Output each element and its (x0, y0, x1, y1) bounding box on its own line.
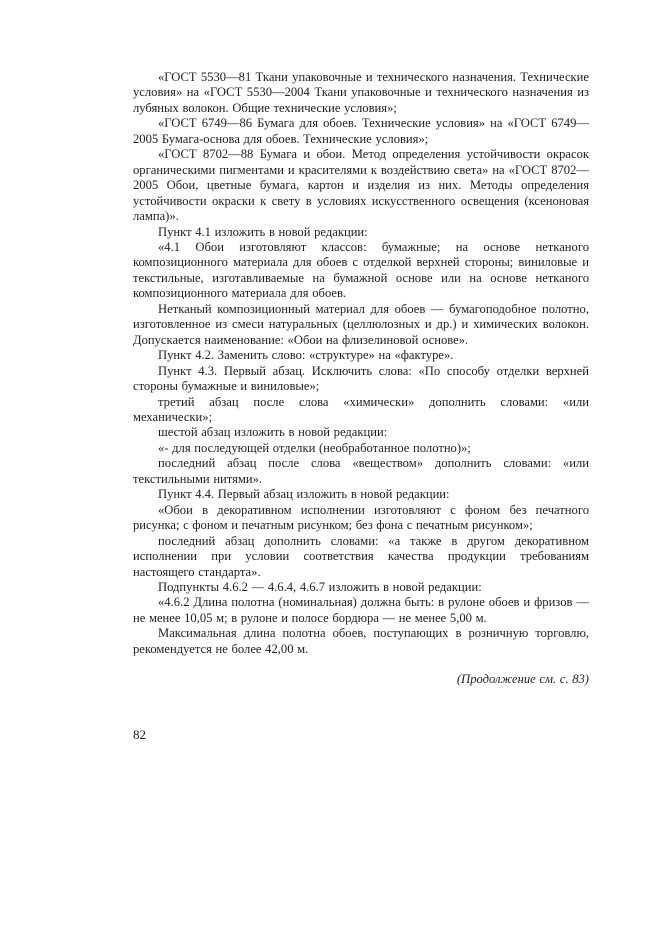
paragraph: «- для последующей отделки (необработанное полотно)»; (158, 440, 471, 455)
paragraph: Пункт 4.4. Первый абзац изложить в новой редакции: (158, 487, 450, 502)
continuation-note: (Продолжение см. с. 83) (456, 672, 589, 687)
paragraph: Пункт 4.1 изложить в новой редакции: (158, 224, 368, 239)
paragraph: третий абзац после слова «химически» дополнить словами: «или механически»; (133, 394, 589, 424)
paragraph: Подпункты 4.6.2 — 4.6.4, 4.6.7 изложить в новой редакции: (158, 579, 482, 594)
paragraph: «ГОСТ 8702—88 Бумага и обои. Метод определения устойчивости окрасок органическими пигментами и красителями к воздействию света» на «ГОСТ 8702—2005 Обои, цветные бумага, картон и изделия из них. Методы определения устойчивости окраски к свету в условиях искусственного освещения (ксеноновая лампа)». (133, 147, 589, 224)
paragraph: Нетканый композиционный материал для обоев — бумагоподобное полотно, изготовленное из смеси натуральных (целлюлозных и др.) и химических волокон. Допускается наименование: «Обои на флизелиновой основе». (133, 301, 589, 347)
paragraph: Пункт 4.2. Заменить слово: «структуре» на «фактуре». (158, 348, 454, 363)
paragraph: «4.1 Обои изготовляют классов: бумажные; на основе нетканого композиционного материала для обоев с отделкой верхней стороны; виниловые и текстильные, изготавливаемые на бумажной основе или на основе нетканого композиционного материала для обоев. (133, 239, 589, 301)
paragraph: Пункт 4.3. Первый абзац. Исключить слова: «По способу отделки верхней стороны бумажные и виниловые»; (133, 363, 589, 394)
paragraph: последний абзац дополнить словами: «а также в другом декоративном исполнении при условии соответствия качества продукции требованиям настоящего стандарта». (133, 533, 589, 579)
paragraph: шестой абзац изложить в новой редакции: (158, 425, 388, 440)
paragraph: «4.6.2 Длина полотна (номинальная) должна быть: в рулоне обоев и фризов — не менее 10,05 м; в рулоне и полосе бордюра — не менее 5,00 м. (133, 595, 589, 625)
text-block (133, 70, 589, 688)
paragraph: «Обои в декоративном исполнении изготовляют с фоном без печатного рисунка; с фоном и печатным рисунком; без фона с печатным рисунком»; (133, 502, 589, 533)
paragraph: «ГОСТ 6749—86 Бумага для обоев. Технические условия» на «ГОСТ 6749—2005 Бумага-основа для обоев. Технические условия»; (133, 116, 589, 146)
page-number: 82 (133, 727, 146, 742)
paragraph: «ГОСТ 5530—81 Ткани упаковочные и технического назначения. Технические условия» на «ГОСТ 5530—2004 Ткани упаковочные и технического назначения из лубяных волокон. Общие технические условия»; (133, 70, 589, 115)
paragraph: последний абзац после слова «веществом» дополнить словами: «или текстильными нитями». (133, 456, 589, 486)
paragraph: Максимальная длина полотна обоев, поступающих в розничную торговлю, рекомендуется не более 42,00 м. (133, 626, 589, 656)
